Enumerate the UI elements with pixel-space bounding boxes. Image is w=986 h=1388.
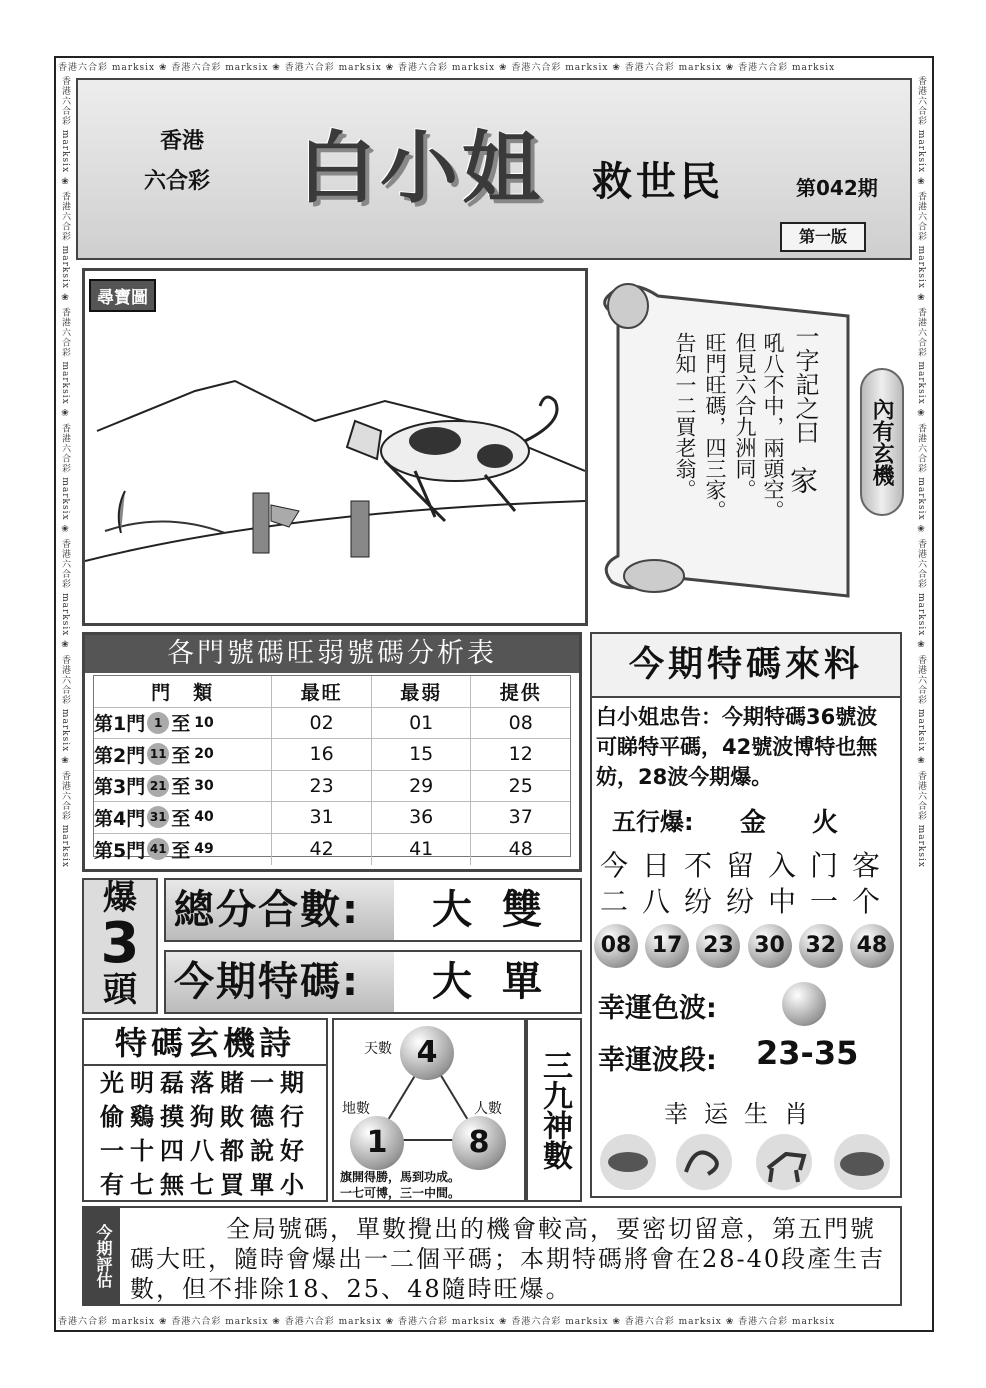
di-label: 地數	[342, 1101, 370, 1117]
special-title: 今期特碼來料	[592, 634, 900, 698]
dragon-icon	[676, 1134, 732, 1190]
zodiac-label: 幸运生肖	[664, 1100, 824, 1128]
table-row: 第4門 31 至 40 31 36 37	[94, 802, 570, 834]
scroll-line-2: 但見六合九洲同。	[733, 332, 757, 500]
tian-label: 天數	[364, 1041, 392, 1057]
code-label: 今期特碼:	[166, 952, 394, 1012]
issue-number: 第042期	[796, 176, 878, 200]
col-category: 門 類	[151, 681, 215, 704]
sum-value: 大雙	[432, 886, 572, 933]
number-ball: 17	[645, 924, 689, 968]
poem-line: 一十四八都說好	[100, 1137, 310, 1165]
dog-illustration	[85, 271, 585, 623]
scroll-line-4: 告知一二買老翁。	[673, 332, 697, 500]
border-right: 香港六合彩 marksix ❀ 香港六合彩 marksix ❀ 香港六合彩 marksix ❀ 香港六合彩 marksix ❀ 香港六合彩 marksix ❀ 香港六合彩 marksix ❀ 香港六合彩 marksix	[916, 76, 926, 868]
col-hot: 最旺	[271, 676, 371, 707]
wuxing-label: 五行爆:	[612, 808, 694, 836]
sum-label: 總分合數:	[166, 880, 394, 940]
analysis-table	[82, 632, 582, 872]
hand-line-1: 今日不留入门客	[600, 849, 895, 882]
treasure-map	[82, 268, 588, 626]
border-top: 香港六合彩 marksix ❀ 香港六合彩 marksix ❀ 香港六合彩 marksix ❀ 香港六合彩 marksix ❀ 香港六合彩 marksix ❀ 香港六合彩 marksix ❀ 香港六合彩 marksix	[58, 63, 836, 73]
table-row: 第5門 41 至 49 42 41 48	[94, 834, 570, 866]
advice-text: 白小姐忠告：今期特碼36號波可睇特平碼，42號波博特也無妨，28波今期爆。	[596, 705, 878, 789]
treasure-tag: 尋寶圖	[89, 279, 156, 312]
border-left: 香港六合彩 marksix ❀ 香港六合彩 marksix ❀ 香港六合彩 marksix ❀ 香港六合彩 marksix ❀ 香港六合彩 marksix ❀ 香港六合彩 marksix ❀ 香港六合彩 marksix	[60, 76, 70, 868]
tri-text-2: 一七可博，三一中間。	[340, 1186, 461, 1200]
poem-line: 有七無七買單小	[100, 1171, 310, 1199]
triangle-box	[332, 1018, 526, 1202]
shen-label: 三九神數	[526, 1018, 582, 1202]
scroll-line-1: 吼八不中，兩頭空。	[761, 332, 785, 521]
evaluation-box	[82, 1206, 902, 1306]
code-row	[164, 950, 582, 1014]
poem-box	[82, 1018, 328, 1202]
lucky-range-label: 幸運波段:	[598, 1045, 717, 1076]
scroll-word: 家	[786, 466, 819, 494]
ren-label: 人數	[474, 1101, 502, 1117]
hk-label: 香港	[160, 128, 205, 154]
border-bottom: 香港六合彩 marksix ❀ 香港六合彩 marksix ❀ 香港六合彩 marksix ❀ 香港六合彩 marksix ❀ 香港六合彩 marksix ❀ 香港六合彩 marksix ❀ 香港六合彩 marksix	[58, 1317, 836, 1327]
lucky-color-ball	[782, 982, 826, 1026]
col-provide: 提供	[470, 676, 570, 707]
number-ball: 23	[696, 924, 740, 968]
number-ball: 08	[594, 924, 638, 968]
lucky-color-label: 幸運色波:	[598, 993, 717, 1024]
table-row: 第1門 1 至 10 02 01 08	[94, 708, 570, 740]
zodiac-icons	[596, 1132, 896, 1192]
hand-line-2: 二八纷纷中一个	[600, 885, 895, 918]
evaluation-text: 全局號碼，單數攪出的機會較高，要密切留意，第五門號碼大旺，隨時會爆出一二個平碼；本期特碼將會在28-40段產生吉數，但不排除18、25、48隨時旺爆。	[130, 1215, 886, 1303]
sum-row	[164, 878, 582, 942]
edition-badge: 第一版	[780, 222, 866, 252]
poem-title: 特碼玄機詩	[84, 1020, 326, 1066]
tri-text-1: 旗開得勝，馬到功成。	[340, 1170, 461, 1184]
poem-line: 偷鷄摸狗敗德行	[100, 1103, 310, 1131]
table-row: 第3門 21 至 30 23 29 25	[94, 771, 570, 803]
number-balls	[594, 924, 894, 968]
col-weak: 最弱	[371, 676, 471, 707]
lucky-range-value: 23-35	[756, 1034, 859, 1072]
tian-ball: 4	[400, 1026, 454, 1080]
ren-ball: 8	[452, 1116, 506, 1170]
table-header	[94, 676, 570, 708]
evaluation-label: 今期評估	[84, 1208, 120, 1304]
secret-badge: 內有玄機	[860, 368, 904, 516]
table-row: 第2門 11 至 20 16 15 12	[94, 739, 570, 771]
scroll-heading: 一字記之曰	[791, 324, 819, 444]
code-value: 大單	[432, 958, 572, 1005]
number-ball: 30	[748, 924, 792, 968]
wuxing-value: 金 火	[740, 808, 849, 838]
poem-line: 光明磊落賭一期	[100, 1069, 310, 1097]
number-ball: 48	[850, 924, 894, 968]
number-ball: 32	[799, 924, 843, 968]
scroll-line-3: 旺門旺碼，四三家。	[703, 332, 727, 521]
bao-badge: 爆 3 頭	[82, 878, 158, 1014]
di-ball: 1	[350, 1116, 404, 1170]
analysis-title: 各門號碼旺弱號碼分析表	[85, 635, 579, 673]
marksix-label: 六合彩	[144, 168, 211, 194]
subtitle: 救世民	[592, 158, 724, 205]
page-title: 白小姐	[298, 124, 545, 214]
